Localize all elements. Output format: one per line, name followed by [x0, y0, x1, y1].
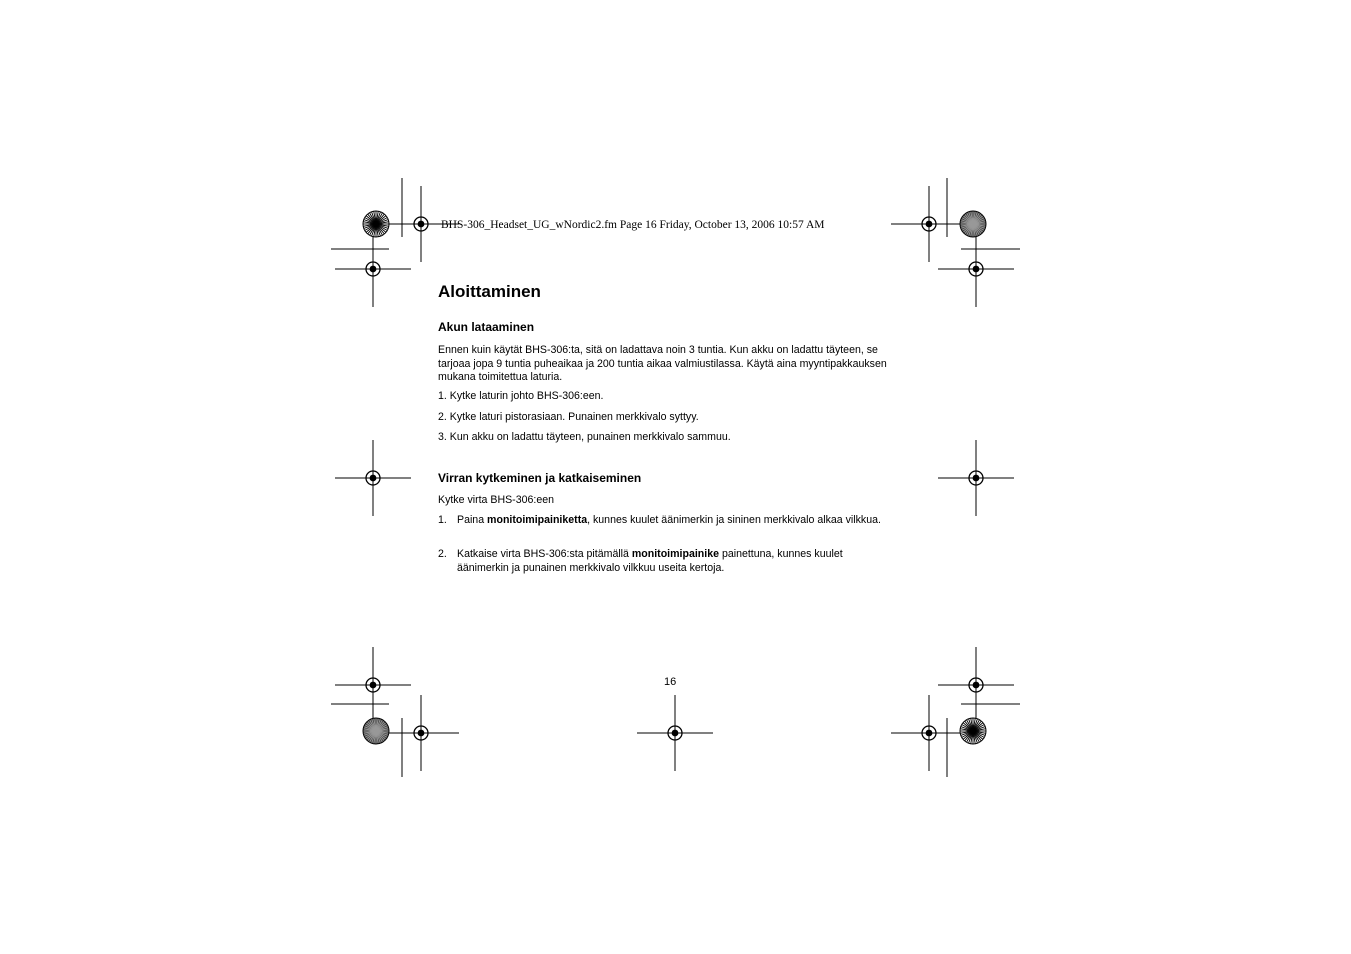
power-step-2-number: 2.	[438, 548, 447, 560]
file-header: BHS-306_Headset_UG_wNordic2.fm Page 16 Friday, October 13, 2006 10:57 AM	[441, 219, 825, 231]
page-number: 16	[664, 676, 677, 688]
page-title: Aloittaminen	[438, 282, 541, 301]
registration-mark	[335, 647, 411, 723]
star-target	[960, 211, 986, 237]
registration-mark	[891, 186, 967, 262]
star-target	[363, 211, 389, 237]
charging-step-1: 1. Kytke laturin johto BHS-306:een.	[438, 390, 604, 402]
registration-mark	[938, 440, 1014, 516]
power-step-1-number: 1.	[438, 514, 447, 526]
star-target	[363, 718, 389, 744]
button-name: monitoimipainike	[631, 548, 719, 560]
star-target	[960, 718, 986, 744]
registration-mark	[383, 695, 459, 771]
charging-step-2: 2. Kytke laturi pistorasiaan. Punainen merkkivalo syttyy.	[438, 411, 699, 423]
charging-intro: Ennen kuin käytät BHS-306:ta, sitä on ladattava noin 3 tuntia. Kun akku on ladattu täyteen, se tarjoaa jopa 9 tuntia puheaikaa ja 200 tuntia aikaa valmiustilassa. Käytä aina myyntipakkauksen mukana toimitettua laturia.	[438, 344, 887, 384]
button-name: monitoimipainiketta	[487, 514, 588, 526]
power-intro: Kytke virta BHS-306:een	[438, 494, 554, 506]
registration-mark	[637, 695, 713, 771]
charging-step-3: 3. Kun akku on ladattu täyteen, punainen merkkivalo sammuu.	[438, 431, 731, 443]
registration-mark	[335, 440, 411, 516]
power-step-1: Paina monitoimipainiketta, kunnes kuulet äänimerkin ja sininen merkkivalo alkaa vilkkua.	[457, 514, 881, 526]
registration-mark	[938, 231, 1014, 307]
registration-mark	[891, 695, 967, 771]
registration-mark	[335, 231, 411, 307]
section-heading-power: Virran kytkeminen ja katkaiseminen	[438, 471, 642, 485]
registration-mark	[938, 647, 1014, 723]
section-heading-charging: Akun lataaminen	[438, 320, 535, 334]
power-step-2: Katkaise virta BHS-306:sta pitämällä monitoimipainike painettuna, kunnes kuulet äänimerkin ja punainen merkkivalo vilkkuu useita kertoja.	[457, 548, 843, 574]
